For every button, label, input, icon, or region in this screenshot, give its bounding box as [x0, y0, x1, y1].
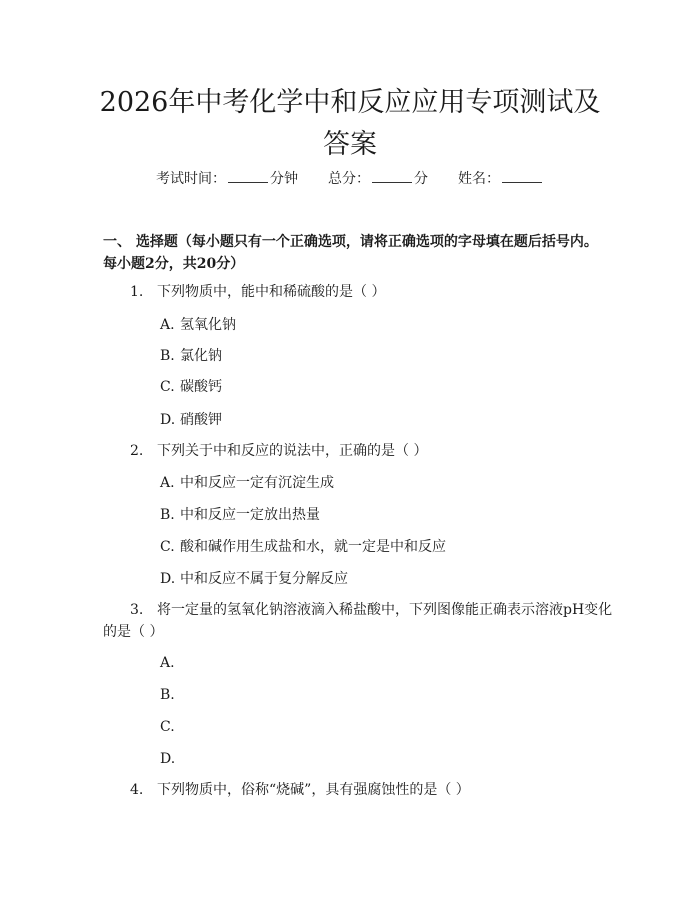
q3-option-b [160, 684, 180, 706]
option-text: 酸和碱作用生成盐和水，就一定是中和反应 [180, 539, 446, 555]
option-letter: B. [160, 348, 175, 364]
section-heading: 一、 选择题（每小题只有一个正确选项，请将正确选项的字母填在题后括号内。每小题2分，共20分） [103, 234, 598, 272]
question-text: 将一定量的氢氧化钠溶液滴入稀盐酸中，下列图像能正确表示溶液pH变化的是（ ） [103, 602, 613, 640]
question-4 [130, 779, 610, 801]
question-text: 下列物质中，能中和稀硫酸的是（ ） [157, 284, 386, 300]
option-letter: B. [160, 687, 175, 703]
q1-option-b [160, 345, 222, 367]
q3-option-a [160, 652, 180, 674]
option-text: 中和反应一定有沉淀生成 [180, 475, 334, 491]
time-label: 考试时间： [156, 171, 226, 187]
option-letter: A. [160, 655, 175, 671]
q3-option-d [160, 748, 180, 770]
option-text: 氢氧化钠 [180, 317, 236, 333]
question-2 [130, 440, 610, 462]
option-text: 氯化钠 [180, 348, 222, 364]
q2-option-c [160, 536, 446, 558]
exam-meta [0, 168, 700, 188]
option-text: 中和反应一定放出热量 [180, 507, 320, 523]
q1-option-d [160, 409, 222, 431]
q1-option-c [160, 376, 222, 398]
option-text: 碳酸钙 [180, 379, 222, 395]
option-text: 中和反应不属于复分解反应 [180, 571, 348, 587]
question-text: 下列物质中，俗称“烧碱”，具有强腐蚀性的是（ ） [157, 782, 470, 798]
page-title: 2026年中考化学中和反应应用专项测试及答案 [99, 87, 601, 160]
option-letter: A. [160, 475, 175, 491]
score-field [328, 168, 428, 188]
name-label: 姓名： [458, 171, 500, 187]
option-letter: D. [160, 412, 176, 428]
question-3 [103, 599, 613, 643]
option-letter: D. [160, 751, 176, 767]
option-letter: C. [160, 539, 175, 555]
score-blank [372, 170, 412, 183]
q2-option-a [160, 472, 334, 494]
question-number: 3. [130, 602, 144, 618]
option-letter: B. [160, 507, 175, 523]
question-1 [130, 281, 610, 303]
q2-option-d [160, 568, 348, 590]
option-text: 硝酸钾 [180, 412, 222, 428]
option-letter: C. [160, 379, 175, 395]
q3-option-c [160, 716, 180, 738]
time-blank [228, 170, 268, 183]
q2-option-b [160, 504, 320, 526]
score-label: 总分： [328, 171, 370, 187]
option-letter: D. [160, 571, 176, 587]
score-unit: 分 [414, 171, 428, 187]
question-number: 4. [130, 782, 144, 798]
name-field [458, 168, 544, 188]
option-letter: A. [160, 317, 175, 333]
question-text: 下列关于中和反应的说法中，正确的是（ ） [157, 443, 428, 459]
name-blank [502, 170, 542, 183]
q1-option-a [160, 314, 236, 336]
question-number: 2. [130, 443, 144, 459]
option-letter: C. [160, 719, 175, 735]
question-number: 1. [130, 284, 144, 300]
time-unit: 分钟 [270, 171, 298, 187]
time-field [156, 168, 298, 188]
